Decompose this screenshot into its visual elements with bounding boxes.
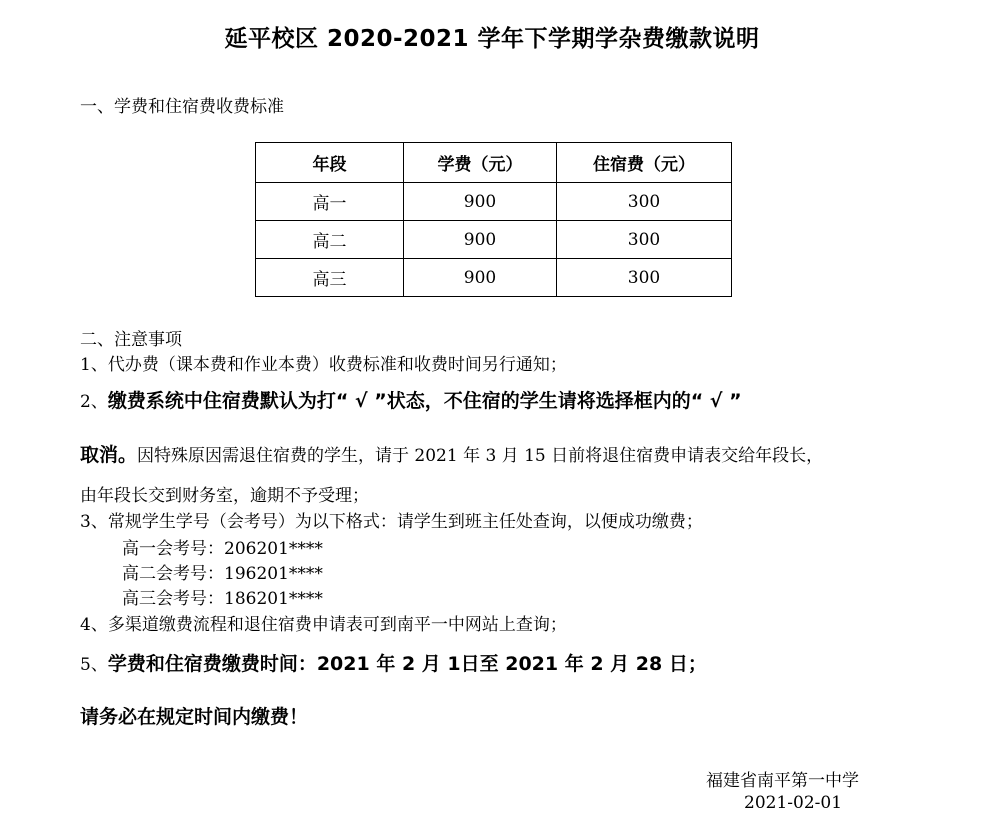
table-header-row (256, 143, 732, 183)
notice-item-2-deadline: 由年段长交到财务室，逾期不予受理； (80, 486, 369, 506)
table-row (256, 221, 732, 259)
section1-heading: 一、学费和住宿费收费标准 (80, 97, 284, 117)
cell-accommodation: 300 (557, 183, 732, 221)
notice-item-4: 4、多渠道缴费流程和退住宿费申请表可到南平一中网站上查询； (80, 615, 567, 635)
document-title: 延平校区 2020-2021 学年下学期学杂费缴款说明 (224, 26, 760, 52)
item-5-number: 5、 (80, 655, 108, 675)
cell-accommodation: 300 (557, 221, 732, 259)
fee-table (255, 142, 732, 297)
item-2-cancel-text: 取消。 (80, 444, 138, 466)
cell-grade: 高三 (256, 259, 404, 297)
exam-number-grade-1: 高一会考号：206201**** (122, 539, 323, 559)
table-row (256, 183, 732, 221)
cell-grade: 高一 (256, 183, 404, 221)
signature-org: 福建省南平第一中学 (706, 771, 859, 791)
cell-tuition: 900 (404, 221, 557, 259)
notice-item-1: 1、代办费（课本费和作业本费）收费标准和收费时间另行通知； (80, 355, 567, 375)
closing-reminder: 请务必在规定时间内缴费！ (80, 706, 309, 728)
cell-tuition: 900 (404, 259, 557, 297)
item-5-bold-text: 学费和住宿费缴费时间：2021 年 2 月 1日至 2021 年 2 月 28 日； (107, 653, 707, 675)
header-grade: 年段 (256, 143, 404, 183)
notice-item-2 (80, 386, 742, 413)
exam-number-grade-3: 高三会考号：186201**** (122, 589, 323, 609)
table-row (256, 259, 732, 297)
header-accommodation: 住宿费（元） (557, 143, 732, 183)
cell-tuition: 900 (404, 183, 557, 221)
notice-item-3: 3、常规学生学号（会考号）为以下格式：请学生到班主任处查询，以便成功缴费； (80, 512, 703, 532)
item-2-number: 2、 (80, 392, 108, 412)
exam-number-grade-2: 高二会考号：196201**** (122, 564, 323, 584)
notice-item-2-continued (80, 440, 823, 467)
item-2-bold-text: 缴费系统中住宿费默认为打“ √ ”状态，不住宿的学生请将选择框内的“ √ ” (107, 390, 742, 412)
cell-accommodation: 300 (557, 259, 732, 297)
header-tuition: 学费（元） (404, 143, 557, 183)
item-2-refund-text: 因特殊原因需退住宿费的学生，请于 2021 年 3 月 15 日前将退住宿费申请表交给年段长， (137, 446, 824, 466)
cell-grade: 高二 (256, 221, 404, 259)
signature-date: 2021-02-01 (744, 793, 843, 813)
notice-item-5 (80, 649, 707, 676)
section2-heading: 二、注意事项 (80, 330, 182, 350)
